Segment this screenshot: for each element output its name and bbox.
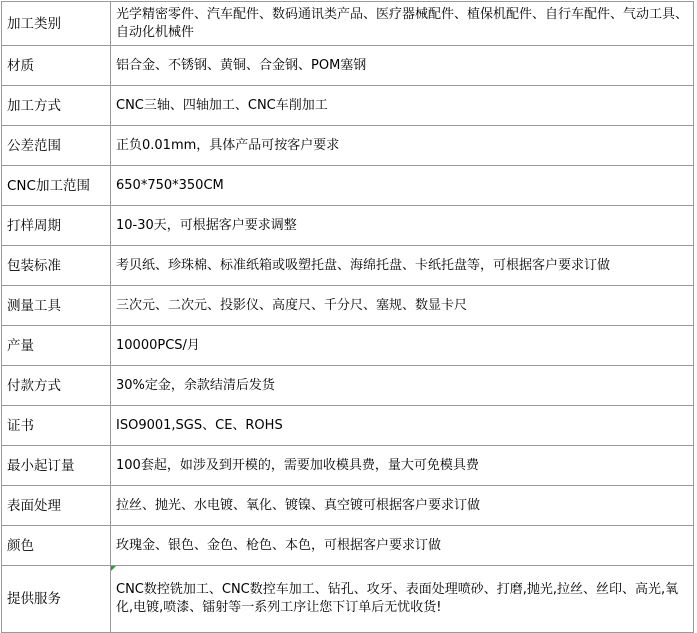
- table-row: [2, 326, 694, 366]
- row-value: 铝合金、不锈钢、黄铜、合金钢、POM塞钢: [111, 46, 694, 86]
- table-row: [2, 206, 694, 246]
- row-label: 打样周期: [2, 206, 111, 246]
- table-row: [2, 2, 694, 46]
- table-row: [2, 406, 694, 446]
- table-row: [2, 246, 694, 286]
- table-row: [2, 126, 694, 166]
- row-label: 表面处理: [2, 486, 111, 526]
- table-row: [2, 526, 694, 566]
- row-value: 100套起，如涉及到开模的，需要加收模具费，量大可免模具费: [111, 446, 694, 486]
- table-row: [2, 86, 694, 126]
- row-value: ISO9001,SGS、CE、ROHS: [111, 406, 694, 446]
- row-value: 30%定金，余款结清后发货: [111, 366, 694, 406]
- spec-table: [1, 1, 694, 633]
- row-label: 产量: [2, 326, 111, 366]
- row-value: 考贝纸、珍珠棉、标准纸箱或吸塑托盘、海绵托盘、卡纸托盘等，可根据客户要求订做: [111, 246, 694, 286]
- row-label: 提供服务: [2, 566, 111, 633]
- row-label: 付款方式: [2, 366, 111, 406]
- row-value: CNC数控铣加工、CNC数控车加工、钻孔、攻牙、表面处理喷砂、打磨,抛光,拉丝、丝印、高光,氧化,电镀,喷漆、镭射等一系列工序让您下订单后无忧收货!: [116, 582, 679, 615]
- row-value: 10000PCS/月: [111, 326, 694, 366]
- table-row: [2, 286, 694, 326]
- table-row: [2, 446, 694, 486]
- row-label: 材质: [2, 46, 111, 86]
- row-value: 10-30天，可根据客户要求调整: [111, 206, 694, 246]
- row-label: 加工类别: [2, 2, 111, 46]
- row-label: 公差范围: [2, 126, 111, 166]
- row-value: 光学精密零件、汽车配件、数码通讯类产品、医疗器械配件、植保机配件、自行车配件、气动工具、自动化机械件: [111, 2, 694, 46]
- row-label: 最小起订量: [2, 446, 111, 486]
- table-row: [2, 486, 694, 526]
- row-value: 正负0.01mm，具体产品可按客户要求: [111, 126, 694, 166]
- table-row: [2, 166, 694, 206]
- row-label: 加工方式: [2, 86, 111, 126]
- row-label: 测量工具: [2, 286, 111, 326]
- row-value: 650*750*350CM: [111, 166, 694, 206]
- cell-comment-marker: [111, 566, 116, 571]
- row-value: 玫瑰金、银色、金色、枪色、本色，可根据客户要求订做: [111, 526, 694, 566]
- table-row: [2, 366, 694, 406]
- row-value: 拉丝、抛光、水电镀、氧化、镀镍、真空镀可根据客户要求订做: [111, 486, 694, 526]
- row-value: CNC三轴、四轴加工、CNC车削加工: [111, 86, 694, 126]
- row-label: 包装标准: [2, 246, 111, 286]
- row-value-cell: [111, 566, 694, 633]
- row-label: 颜色: [2, 526, 111, 566]
- row-label: 证书: [2, 406, 111, 446]
- table-row: [2, 46, 694, 86]
- row-label: CNC加工范围: [2, 166, 111, 206]
- row-value: 三次元、二次元、投影仪、高度尺、千分尺、塞规、数显卡尺: [111, 286, 694, 326]
- table-row: [2, 566, 694, 633]
